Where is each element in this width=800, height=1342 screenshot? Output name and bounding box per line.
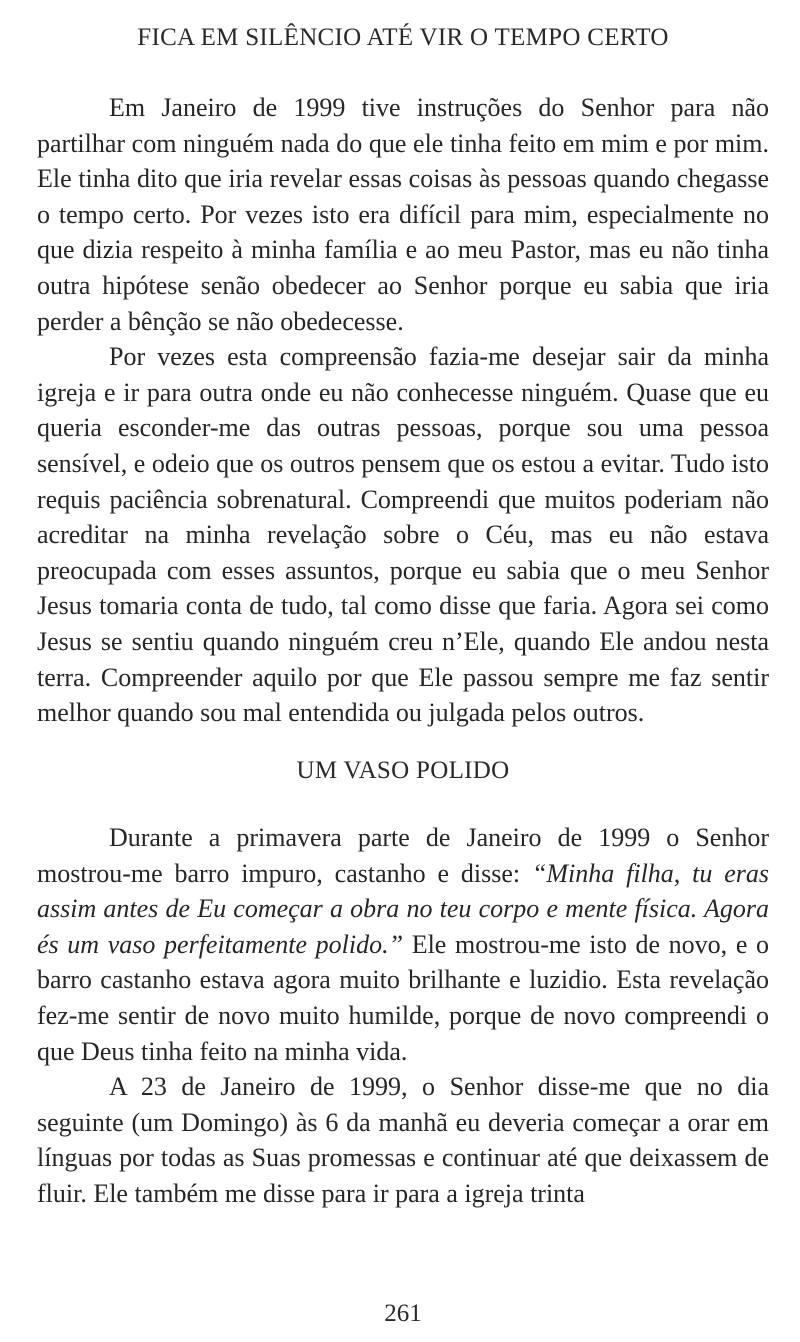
paragraph (37, 820, 769, 1069)
section-body-polished-vessel (37, 820, 769, 1212)
paragraph: Por vezes esta compreensão fazia-me desejar sair da minha igreja e ir para outra onde eu não conhecesse ninguém. Quase que eu queria esconder-me das outras pessoas, porque sou uma pessoa sensível, e odeio que os outros pensem que os estou a evitar. Tudo isto requis paciência sobrenatural. Compreendi que muitos poderiam não acreditar na minha revelação sobre o Céu, mas eu não estava preocupada com esses assuntos, porque eu sabia que o meu Senhor Jesus tomaria conta de tudo, tal como disse que faria. Agora sei como Jesus se sentiu quando ninguém creu n’Ele, quando Ele andou nesta terra. Compreender aquilo por que Ele passou sempre me faz sentir melhor quando sou mal entendida ou julgada pelos outros. (37, 342, 769, 728)
quote-text: “Minha filha, tu eras assim antes de Eu começar a obra no teu corpo e mente física. Agora és um vaso perfeitamente polido.” (37, 858, 769, 959)
section-body-silence (37, 90, 769, 731)
paragraph: Em Janeiro de 1999 tive instruções do Senhor para não partilhar com ninguém nada do que ele tinha feito em mim e por mim. Ele tinha dito que iria revelar essas coisas às pessoas quando chegasse o tempo certo. Por vezes isto era difícil para mim, especialmente no que dizia respeito à minha família e ao meu Pastor, mas eu não tinha outra hipótese senão obedecer ao Senhor porque eu sabia que iria perder a bênção se não obedecesse. (37, 93, 769, 336)
paragraph-text: Ele mostrou-me isto de novo, e o barro castanho estava agora muito brilhante e luzidio. Esta revelação fez-me sentir de novo muito humilde, porque de novo compreendi o que Deus tinha feito na minha vida. (37, 929, 770, 1066)
book-page (37, 0, 769, 1342)
section-heading-polished-vessel: UM VASO POLIDO (296, 757, 510, 784)
page-number: 261 (384, 1300, 422, 1327)
section-heading-silence: FICA EM SILÊNCIO ATÉ VIR O TEMPO CERTO (137, 24, 669, 51)
paragraph: A 23 de Janeiro de 1999, o Senhor disse-me que no dia seguinte (um Domingo) às 6 da manhã eu deveria começar a orar em línguas por todas as Suas promessas e continuar até que deixassem de fluir. Ele também me disse para ir para a igreja trinta (37, 1072, 769, 1208)
paragraph-text: Durante a primavera parte de Janeiro de 1999 o Senhor mostrou-me barro impuro, castanho e disse: (37, 823, 769, 888)
